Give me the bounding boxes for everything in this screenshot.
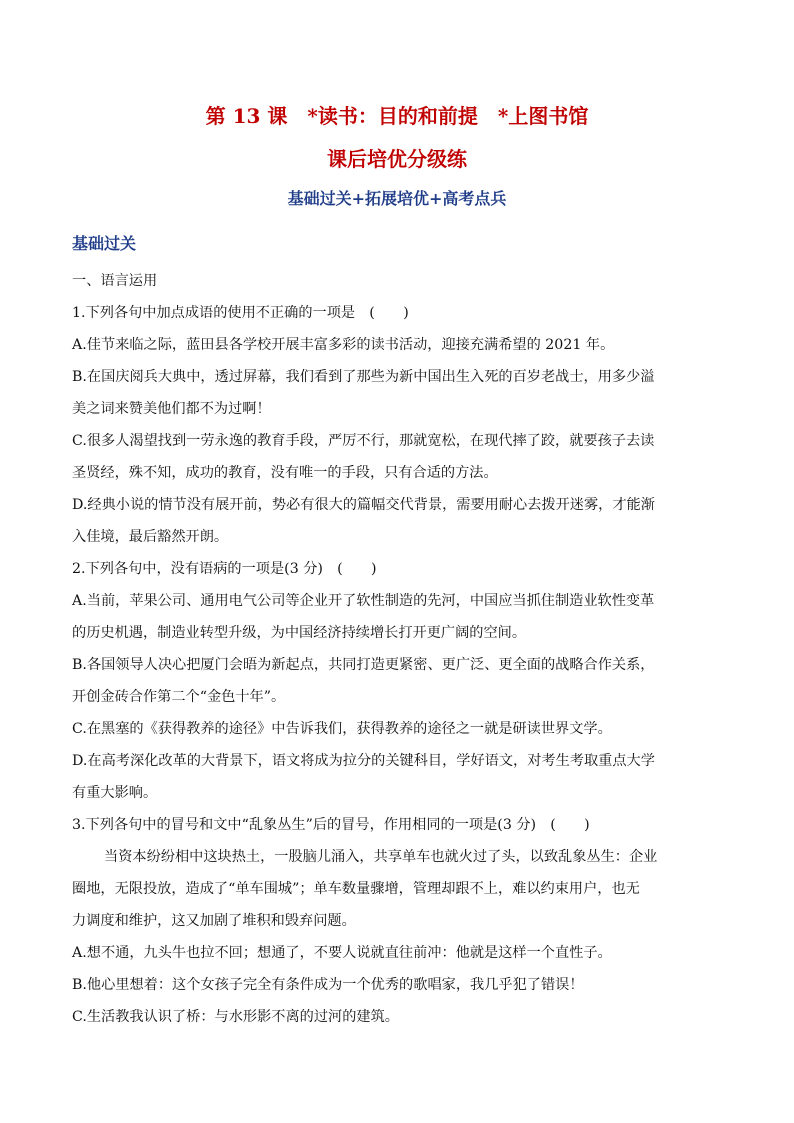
question-2-option-a-cont: 的历史机遇，制造业转型升级，为中国经济持续增长打开更广阔的空间。 xyxy=(72,625,527,641)
question-2-option-c: C.在黑塞的《获得教养的途径》中告诉我们，获得教养的途径之一就是研读世界文学。 xyxy=(72,721,612,737)
question-3-passage-line-1: 当资本纷纷相中这块热土，一股脑儿涌入，共享单车也就火过了头，以致乱象丛生：企业 xyxy=(104,849,658,865)
question-3-option-c: C.生活教我认识了桥：与水形影不离的过河的建筑。 xyxy=(72,1009,399,1025)
question-1-option-c: C.很多人渴望找到一劳永逸的教育手段，严厉不行，那就宽松，在现代摔了跤，就要孩子去读 xyxy=(72,433,655,449)
question-1-stem: 1.下列各句中加点成语的使用不正确的一项是 ( ) xyxy=(72,305,409,321)
question-3-passage-line-3: 力调度和维护，这又加剧了堆积和毁弃问题。 xyxy=(72,913,356,929)
question-2-option-a: A.当前，苹果公司、通用电气公司等企业开了软性制造的先河，中国应当抓住制造业软性变革 xyxy=(72,593,655,609)
lesson-subtitle: 课后培优分级练 xyxy=(327,147,467,171)
question-2-option-b: B.各国领导人决心把厦门会晤为新起点，共同打造更紧密、更广泛、更全面的战略合作关系， xyxy=(72,657,655,673)
question-1-option-b: B.在国庆阅兵大典中，透过屏幕，我们看到了那些为新中国出生入死的百岁老战士，用多少溢 xyxy=(72,369,655,385)
question-2-stem: 2.下列各句中，没有语病的一项是(3 分) ( ) xyxy=(72,561,377,577)
question-1-option-a: A.佳节来临之际，蓝田县各学校开展丰富多彩的读书活动，迎接充满希望的 2021 年。 xyxy=(72,337,615,353)
part-heading: 一、语言运用 xyxy=(72,273,158,289)
question-3-option-b: B.他心里想着：这个女孩子完全有条件成为一个优秀的歌唱家，我几乎犯了错误！ xyxy=(72,977,584,993)
lesson-tagline: 基础过关+拓展培优+高考点兵 xyxy=(287,189,507,208)
section-heading: 基础过关 xyxy=(72,234,137,253)
question-1-option-b-cont: 美之词来赞美他们都不为过啊！ xyxy=(72,401,271,417)
lesson-title: 第 13 课 *读书：目的和前提 *上图书馆 xyxy=(205,104,589,128)
question-2-option-b-cont: 开创金砖合作第二个“金色十年”。 xyxy=(72,689,286,705)
question-1-option-d: D.经典小说的情节没有展开前，势必有很大的篇幅交代背景，需要用耐心去拨开迷雾，才能渐 xyxy=(72,497,655,513)
question-1-option-c-cont: 圣贤经，殊不知，成功的教育，没有唯一的手段，只有合适的方法。 xyxy=(72,465,498,481)
question-3-option-a: A.想不通，九头牛也拉不回；想通了，不要人说就直往前冲：他就是这样一个直性子。 xyxy=(72,945,612,961)
question-3-stem: 3.下列各句中的冒号和文中“乱象丛生”后的冒号，作用相同的一项是(3 分) ( ) xyxy=(72,817,590,833)
question-1-option-d-cont: 入佳境，最后豁然开朗。 xyxy=(72,529,229,545)
question-2-option-d-cont: 有重大影响。 xyxy=(72,785,158,801)
question-2-option-d: D.在高考深化改革的大背景下，语文将成为拉分的关键科目，学好语文，对考生考取重点大学 xyxy=(72,753,655,769)
question-3-passage-line-2: 圈地，无限投放，造成了“单车围城”；单车数量骤增，管理却跟不上，难以约束用户，也无 xyxy=(72,881,640,897)
